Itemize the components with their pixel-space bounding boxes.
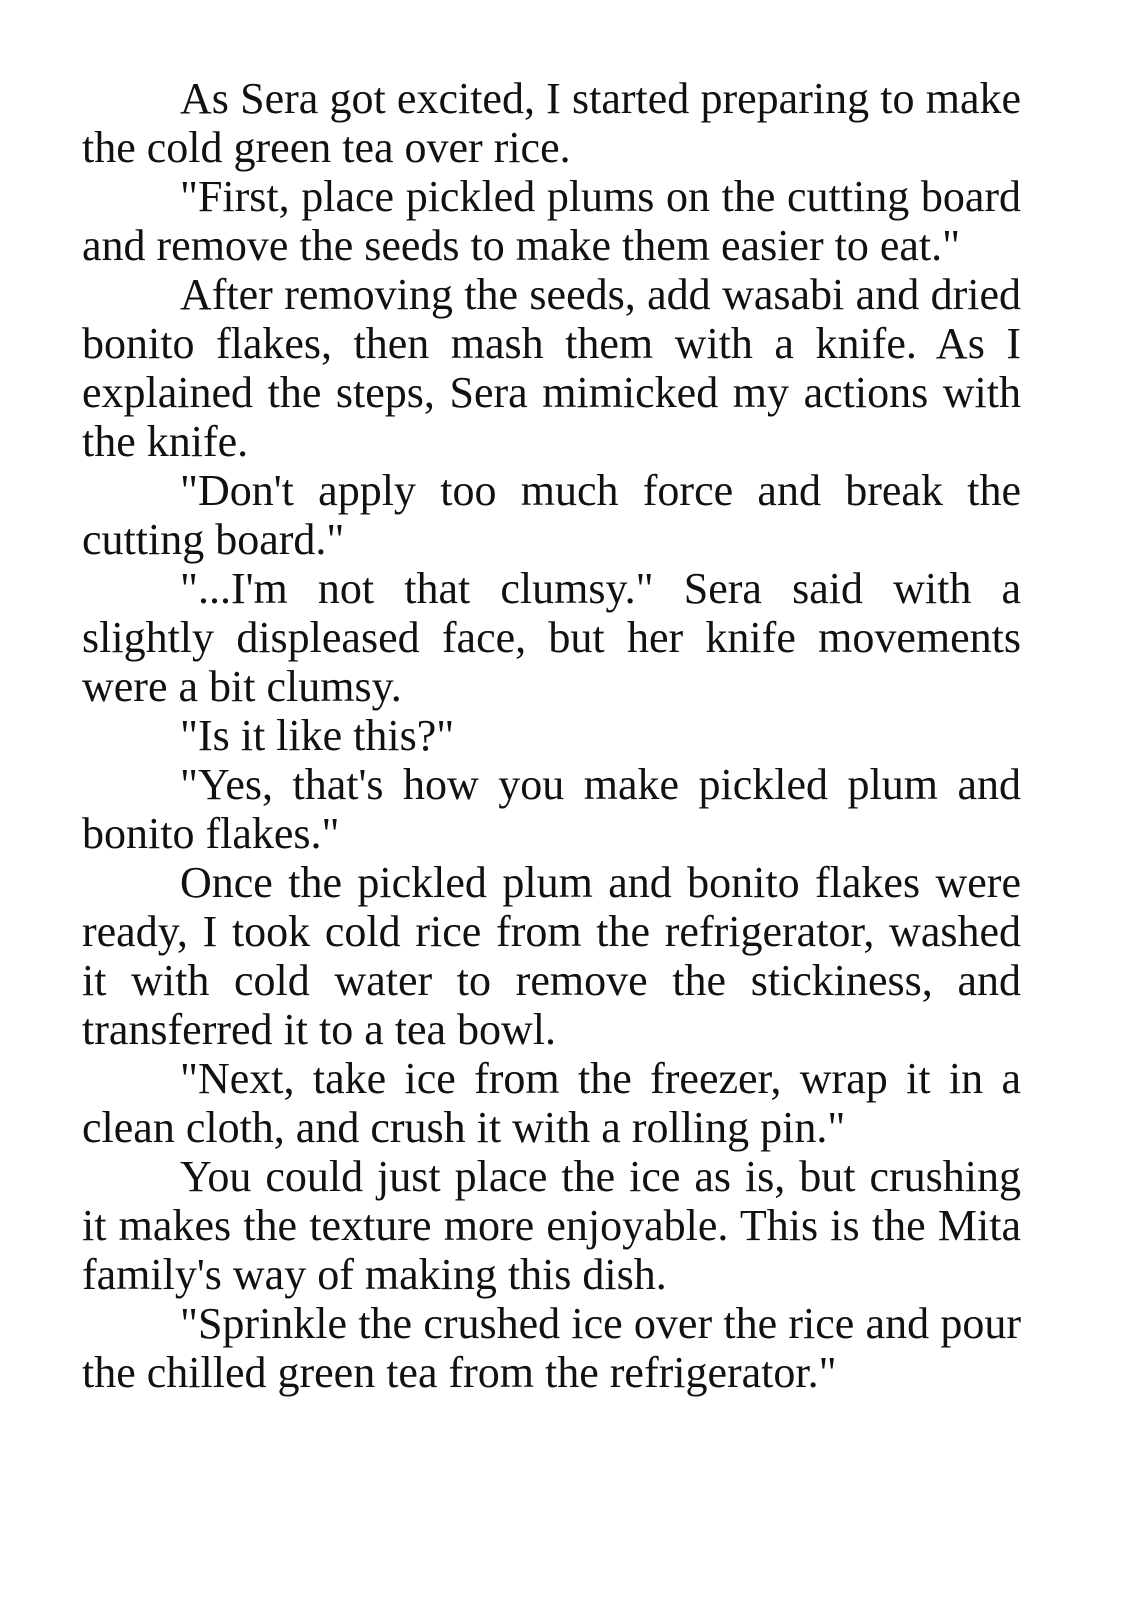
paragraph: "Yes, that's how you make pickled plum and bonito flakes." xyxy=(82,760,1021,858)
paragraph: "First, place pickled plums on the cutting board and remove the seeds to make them easier to eat." xyxy=(82,172,1021,270)
paragraph: As Sera got excited, I started preparing to make the cold green tea over rice. xyxy=(82,74,1021,172)
body-text xyxy=(82,74,1021,1397)
paragraph: After removing the seeds, add wasabi and dried bonito flakes, then mash them with a knife. As I explained the steps, Sera mimicked my actions with the knife. xyxy=(82,270,1021,466)
paragraph: "...I'm not that clumsy." Sera said with a slightly displeased face, but her knife movements were a bit clumsy. xyxy=(82,564,1021,711)
paragraph: Once the pickled plum and bonito flakes were ready, I took cold rice from the refrigerator, washed it with cold water to remove the stickiness, and transferred it to a tea bowl. xyxy=(82,858,1021,1054)
paragraph: "Is it like this?" xyxy=(180,711,455,760)
paragraph: You could just place the ice as is, but crushing it makes the texture more enjoyable. This is the Mita family's way of making this dish. xyxy=(82,1152,1021,1299)
paragraph: "Don't apply too much force and break the cutting board." xyxy=(82,466,1021,564)
paragraph: "Next, take ice from the freezer, wrap it in a clean cloth, and crush it with a rolling pin." xyxy=(82,1054,1021,1152)
paragraph: "Sprinkle the crushed ice over the rice and pour the chilled green tea from the refrigerator." xyxy=(82,1299,1021,1397)
